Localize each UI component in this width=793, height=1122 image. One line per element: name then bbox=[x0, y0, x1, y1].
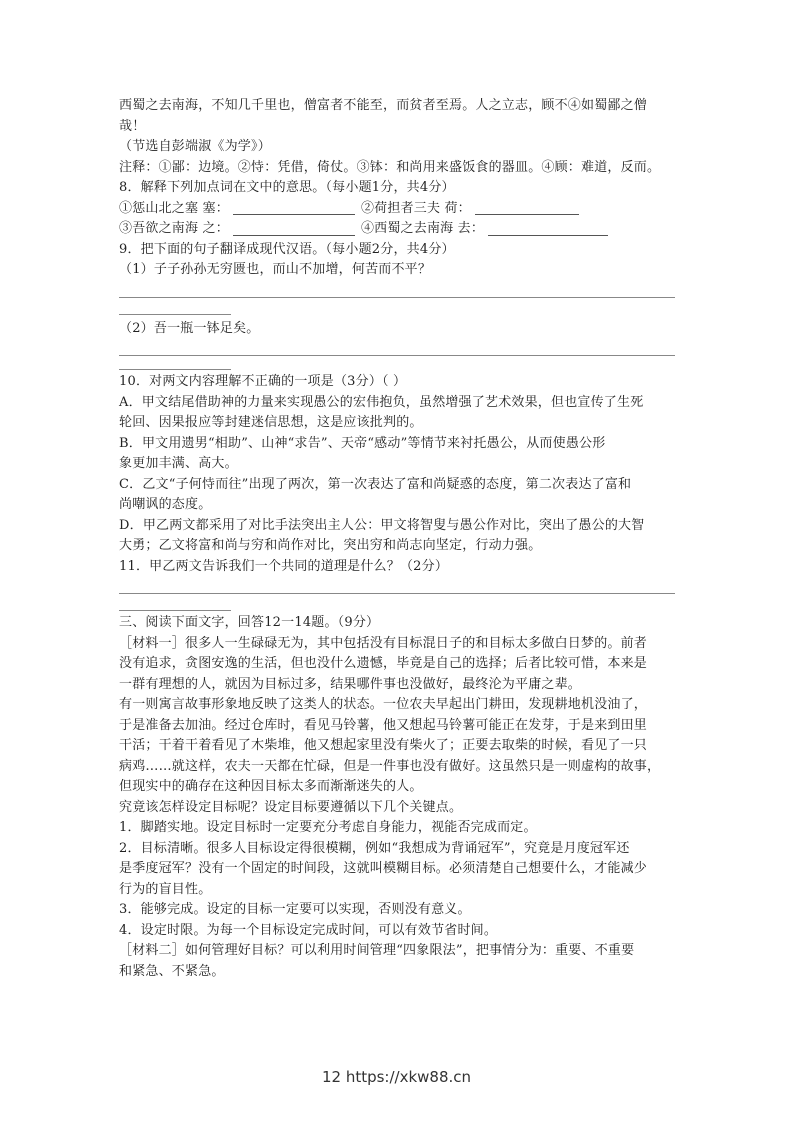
option-d: D．甲乙两文都采用了对比手法突出主人公：甲文将智叟与愚公作对比，突出了愚公的大智 bbox=[119, 517, 645, 533]
material-1-line: 没有追求，贪图安逸的生活，但也没什么遗憾，毕竟是自己的选择；后者比较可惜，本来是 bbox=[119, 656, 648, 671]
option-a-cont: 轮回、因果报应等封建迷信思想，这是应该批判的。 bbox=[119, 415, 423, 430]
fable-paragraph-line: 病鸡……就这样，农夫一天都在忙碌，但是一件事也没有做好。这虽然只是一则虚构的故事， bbox=[119, 758, 661, 774]
source-citation: （节选自彭端淑《为学》） bbox=[119, 139, 271, 154]
option-a: A．甲文结尾借助神的力量来实现愚公的宏伟抱负，虽然增强了艺术效果，但也宣传了生死 bbox=[119, 394, 644, 410]
key-points-intro: 究竟该怎样设定目标呢？设定目标要遵循以下几个关键点。 bbox=[119, 799, 463, 815]
option-b: B．甲文用遗男“相助”、山神“求告”、天帝“感动”等情节来衬托愚公，从而使愚公形 bbox=[119, 435, 606, 451]
passage-line: 哉！ bbox=[119, 118, 146, 134]
answer-blank[interactable] bbox=[475, 202, 579, 215]
answer-line[interactable] bbox=[119, 355, 675, 356]
q8-item-4: ④西蜀之去南海 去： bbox=[360, 221, 485, 236]
answer-blank[interactable] bbox=[233, 223, 355, 236]
answer-blank[interactable] bbox=[488, 223, 608, 236]
document-page bbox=[119, 96, 675, 982]
question-8-row-1 bbox=[119, 199, 675, 220]
key-point-3: 3．能够完成。设定的目标一定要可以实现，否则没有意义。 bbox=[119, 902, 471, 917]
section-3-heading: 三、阅读下面文字，回答12一14题。（9分） bbox=[119, 615, 380, 630]
question-9-sentence-1: （1）子子孙孙无穷匮也，而山不加增，何苦而不平？ bbox=[119, 262, 432, 277]
answer-line[interactable] bbox=[119, 314, 231, 315]
q8-item-1: ①惩山北之塞 塞： bbox=[119, 200, 229, 216]
material-2-line: ［材料二］如何管理好目标？可以利用时间管理“四象限法”，把事情分为：重要、不重要 bbox=[119, 943, 635, 958]
page-footer: 12 https://xkw88.cn bbox=[321, 1068, 472, 1086]
q8-item-3: ③吾欲之南海 之： bbox=[119, 221, 229, 236]
question-11-prompt: 11．甲乙两文告诉我们一个共同的道理是什么？（2分） bbox=[119, 558, 449, 574]
option-b-cont: 象更加丰满、高大。 bbox=[119, 456, 238, 471]
annotation-notes: 注释：①鄙：边境。②恃：凭借，倚仗。③钵：和尚用来盛饭食的器皿。④顾：难道，反而。 bbox=[119, 159, 661, 175]
fable-paragraph-line: 但现实中的确存在这种因目标太多而渐渐迷失的人。 bbox=[119, 779, 423, 794]
key-point-4: 4．设定时限。为每一个目标设定完成时间，可以有效节省时间。 bbox=[119, 922, 498, 938]
question-8-row-2 bbox=[119, 219, 675, 240]
key-point-2-cont: 行为的盲目性。 bbox=[119, 881, 212, 897]
answer-blank[interactable] bbox=[233, 202, 355, 215]
answer-line[interactable] bbox=[119, 610, 231, 611]
answer-line[interactable] bbox=[119, 369, 231, 370]
key-point-2-cont: 是季度冠军？没有一个固定的时间段，这就叫模糊目标。必须清楚自己想要什么，才能减少 bbox=[119, 861, 648, 876]
key-point-1: 1．脚踏实地。设定目标时一定要充分考虑自身能力，视能否完成而定。 bbox=[119, 820, 537, 835]
option-c: C．乙文“子何恃而往”出现了两次，第一次表达了富和尚疑惑的态度，第二次表达了富和 bbox=[119, 476, 632, 492]
answer-line[interactable] bbox=[119, 297, 675, 298]
answer-line[interactable] bbox=[119, 593, 675, 594]
fable-paragraph-line: 于是准备去加油。经过仓库时，看见马铃薯，他又想起马铃薯可能正在发芽，于是来到田里 bbox=[119, 717, 648, 733]
material-2-line: 和紧急、不紧急。 bbox=[119, 963, 225, 979]
option-c-cont: 尚嘲讽的态度。 bbox=[119, 497, 212, 512]
question-9-prompt: 9．把下面的句子翻译成现代汉语。（每小题2分，共4分） bbox=[119, 241, 455, 257]
key-point-2: 2．目标清晰。很多人目标设定得很模糊，例如“我想成为背诵冠军”，究竟是月度冠军还 bbox=[119, 840, 630, 856]
material-1-line: ［材料一］很多人一生碌碌无为，其中包括没有目标混日子的和目标太多做白日梦的。前者 bbox=[119, 635, 648, 651]
question-8-prompt: 8．解释下列加点词在文中的意思。（每小题1分，共4分） bbox=[119, 180, 455, 195]
material-1-line: 一群有理想的人，就因为目标过多，结果哪件事也没做好，最终沦为平庸之辈。 bbox=[119, 676, 582, 692]
question-10-prompt: 10．对两文内容理解不正确的一项是（3分）（ ） bbox=[119, 374, 407, 389]
q8-item-2: ②荷担者三夫 荷： bbox=[360, 200, 471, 216]
question-9-sentence-2: （2）吾一瓶一钵足矣。 bbox=[119, 320, 260, 336]
fable-paragraph-line: 干活；干着干着看见了木柴堆，他又想起家里没有柴火了；正要去取柴的时候，看见了一只 bbox=[119, 738, 648, 753]
passage-line: 西蜀之去南海，不知几千里也，僧富者不能至，而贫者至焉。人之立志，顾不④如蜀鄙之僧 bbox=[119, 98, 648, 113]
option-d-cont: 大勇；乙文将富和尚与穷和尚作对比，突出穷和尚志向坚定，行动力强。 bbox=[119, 538, 542, 553]
fable-paragraph-line: 有一则寓言故事形象地反映了这类人的状态。一位农夫早起出门耕田，发现耕地机没油了， bbox=[119, 697, 648, 712]
